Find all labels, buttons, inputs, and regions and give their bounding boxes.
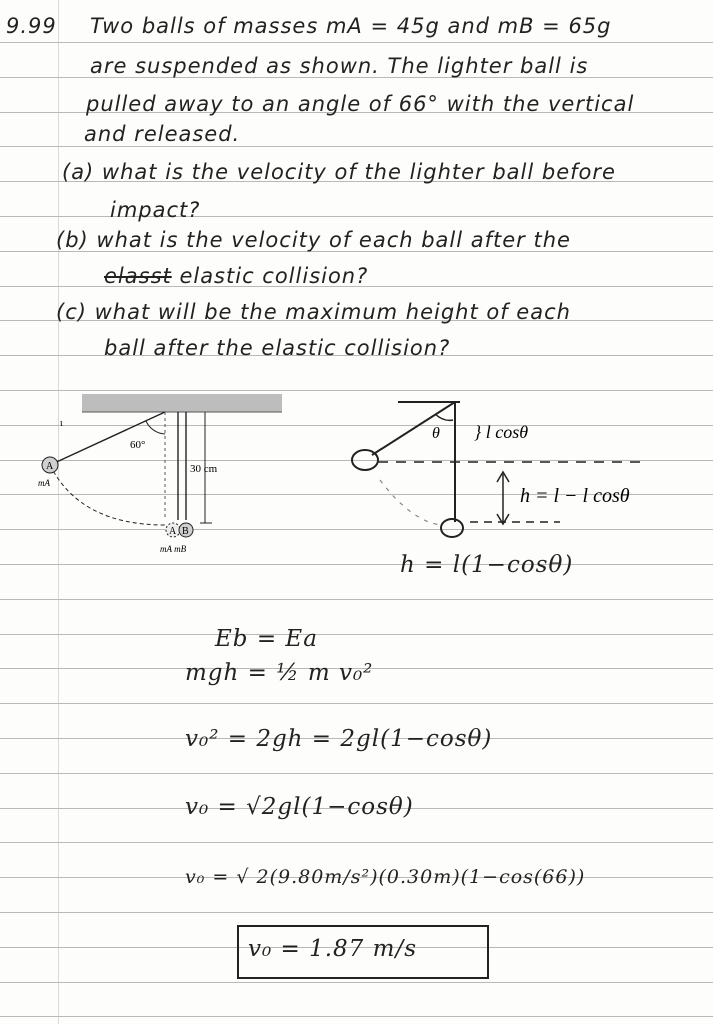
ball-a-rest-label: A bbox=[169, 526, 177, 537]
part-b-cont: elastic collision? bbox=[179, 264, 369, 288]
part-a-line-1: (a) what is the velocity of the lighter ball before bbox=[62, 160, 616, 184]
rule-line bbox=[0, 912, 713, 913]
rule-line bbox=[0, 773, 713, 774]
rule-line bbox=[0, 703, 713, 704]
corner-mark: ι bbox=[60, 418, 63, 429]
sketch-displaced-string bbox=[372, 402, 455, 455]
statement-line-3: pulled away to an angle of 66° with the vertical bbox=[86, 92, 635, 116]
ceiling-bar bbox=[82, 394, 282, 412]
angle-arc bbox=[146, 421, 165, 434]
sketch-h-definition: h = l − l cosθ bbox=[520, 485, 630, 507]
part-b-line-1: (b) what is the velocity of each ball after the bbox=[56, 228, 571, 252]
part-c-line-2: ball after the elastic collision? bbox=[104, 336, 451, 360]
v0-squared-equation: v₀² = 2gh = 2gl(1−cosθ) bbox=[185, 726, 493, 752]
angle-label: 60° bbox=[130, 439, 146, 451]
part-a-line-2: impact? bbox=[110, 198, 201, 222]
rule-line bbox=[0, 146, 713, 147]
textbook-pendulum-figure bbox=[20, 380, 290, 570]
ball-a-label: A bbox=[46, 461, 54, 472]
rule-line bbox=[0, 599, 713, 600]
bottom-masses-label: mA mB bbox=[160, 544, 187, 554]
part-c-line-1: (c) what will be the maximum height of each bbox=[56, 300, 571, 324]
rule-line bbox=[0, 42, 713, 43]
rule-line bbox=[0, 842, 713, 843]
v0-substitution: v₀ = √ 2(9.80m/s²)(0.30m)(1−cos(66)) bbox=[185, 866, 586, 888]
sketch-lcos-label: } l cosθ bbox=[474, 422, 529, 442]
sketch-arc-path bbox=[380, 480, 440, 525]
problem-number: 9.99 bbox=[6, 14, 57, 38]
h-result: h = l(1−cosθ) bbox=[400, 552, 574, 578]
rule-line bbox=[0, 982, 713, 983]
sketch-theta: θ bbox=[432, 425, 440, 442]
length-label: 30 cm bbox=[190, 463, 218, 475]
ball-b-label: B bbox=[182, 526, 189, 537]
v0-formula: v₀ = √2gl(1−cosθ) bbox=[185, 794, 414, 820]
energy-equation: Eb = Ea bbox=[215, 626, 318, 652]
sketch-ball-down bbox=[441, 519, 463, 537]
struck-word: elasst bbox=[104, 264, 172, 288]
string-a-displaced bbox=[50, 412, 165, 465]
rule-line bbox=[0, 634, 713, 635]
final-answer: v₀ = 1.87 m/s bbox=[248, 936, 417, 962]
statement-line-4: and released. bbox=[84, 122, 241, 146]
statement-line-2: are suspended as shown. The lighter ball is bbox=[90, 54, 589, 78]
mgh-equation: mgh = ½ m v₀² bbox=[185, 660, 374, 686]
rule-line bbox=[0, 1016, 713, 1017]
sketch-ball-up bbox=[352, 450, 378, 470]
part-b-line-2 bbox=[104, 264, 368, 288]
mass-a-label: mA bbox=[38, 478, 50, 488]
sketch-angle-arc bbox=[435, 414, 453, 420]
statement-line-1: Two balls of masses mA = 45g and mB = 65g bbox=[90, 14, 612, 38]
swing-path bbox=[50, 465, 165, 525]
rule-line bbox=[0, 216, 713, 217]
